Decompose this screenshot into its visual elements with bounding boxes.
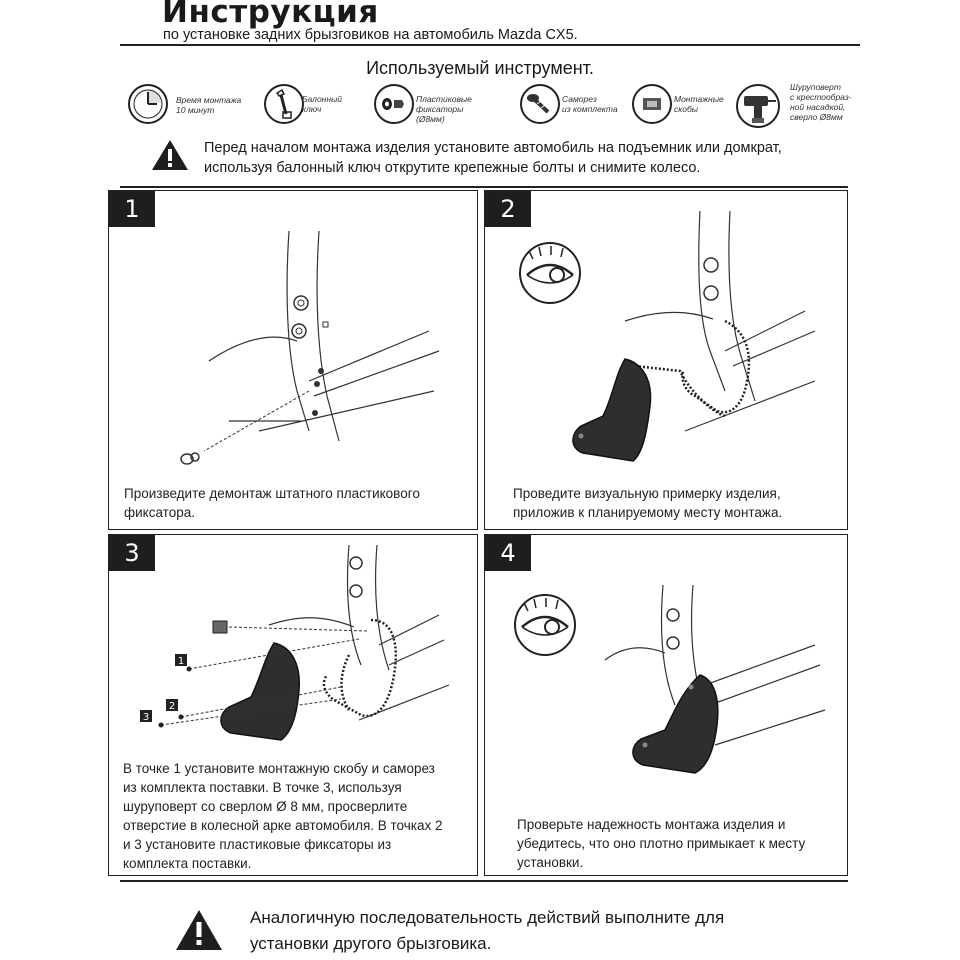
section-divider	[120, 186, 848, 188]
warning-line: используя балонный ключ открутите крепежные болты и снимите колесо.	[204, 160, 701, 176]
screw-icon	[518, 82, 562, 126]
page-title: Инструкция	[162, 0, 379, 30]
tool-mounting-brackets	[630, 82, 750, 130]
top-warning-text	[204, 138, 782, 178]
step-4-illustration	[485, 535, 848, 785]
step-4-panel	[484, 534, 848, 876]
text-line: отверстие в колесной арке автомобиля. В точках 2	[123, 818, 443, 833]
text-line: Произведите демонтаж штатного пластикового	[124, 486, 420, 501]
step-number: 3	[109, 535, 155, 571]
tool-wheel-wrench	[262, 82, 362, 130]
step-2-illustration	[485, 191, 848, 471]
inspect-eye-icon	[515, 595, 575, 655]
clips-icon	[372, 82, 416, 126]
text-line: установки.	[517, 855, 584, 870]
tools-heading: Используемый инструмент.	[366, 58, 594, 78]
step-1-illustration	[109, 191, 478, 471]
step-3-illustration	[109, 535, 478, 750]
tool-label: Балонный ключ	[302, 94, 343, 114]
text-line: приложив к планируемому месту монтажа.	[513, 505, 783, 520]
title-underline	[120, 44, 860, 46]
step-1-panel	[108, 190, 478, 530]
text-line: фиксатора.	[124, 505, 195, 520]
text-line: из комплекта поставки. В точке 3, используя	[123, 780, 402, 795]
tool-mounting-time	[126, 82, 256, 130]
text-line: комплекта поставки.	[123, 856, 252, 871]
step-3-panel	[108, 534, 478, 876]
step-2-text	[513, 484, 782, 522]
text-line: Проверьте надежность монтажа изделия и	[517, 817, 786, 832]
step-1-text	[124, 484, 420, 522]
warning-icon	[174, 908, 224, 952]
footer-line: установки другого брызговика.	[250, 934, 492, 953]
tool-label: Время монтажа 10 минут	[176, 95, 242, 115]
warning-icon	[150, 138, 190, 172]
page-subtitle: по установке задних брызговиков на автомобиль Mazda CX5.	[163, 27, 578, 43]
inspect-eye-icon	[520, 243, 580, 303]
text-line: и 3 установите пластиковые фиксаторы из	[123, 837, 392, 852]
step-2-panel	[484, 190, 848, 530]
tool-self-tapping-screw	[518, 82, 638, 130]
footer-line: Аналогичную последовательность действий выполните для	[250, 908, 725, 927]
text-line: В точке 1 установите монтажную скобу и саморез	[123, 761, 435, 776]
step-4-text	[517, 815, 805, 872]
warning-line: Перед началом монтажа изделия установите автомобиль на подъемник или домкрат,	[204, 140, 782, 156]
marker-label: 3	[142, 712, 150, 723]
tool-label: Саморез из комплекта	[562, 94, 618, 114]
bracket-icon	[630, 82, 674, 126]
text-line: убедитесь, что оно плотно примыкает к месту	[517, 836, 806, 851]
drill-icon	[734, 82, 784, 130]
marker-label: 2	[168, 701, 176, 712]
text-line: шуруповерт со сверлом Ø 8 мм, просверлите	[123, 799, 408, 814]
tool-label: Монтажные скобы	[674, 94, 724, 114]
clock-icon	[126, 82, 170, 126]
tool-label: Пластиковые фиксаторы (Ø8мм)	[416, 94, 472, 124]
wrench-icon	[262, 82, 306, 126]
tool-label: Шуруповерт с крестообраз- ной насадкой, сверло Ø8мм	[790, 82, 852, 122]
footer-note	[250, 905, 724, 957]
step-number: 2	[485, 191, 531, 227]
section-divider	[120, 880, 848, 882]
step-number: 4	[485, 535, 531, 571]
marker-label: 1	[177, 656, 185, 667]
tool-plastic-clips	[372, 82, 492, 130]
step-3-text	[123, 759, 443, 873]
step-number: 1	[109, 191, 155, 227]
tool-screwdriver-drill	[734, 82, 864, 130]
text-line: Проведите визуальную примерку изделия,	[513, 486, 781, 501]
